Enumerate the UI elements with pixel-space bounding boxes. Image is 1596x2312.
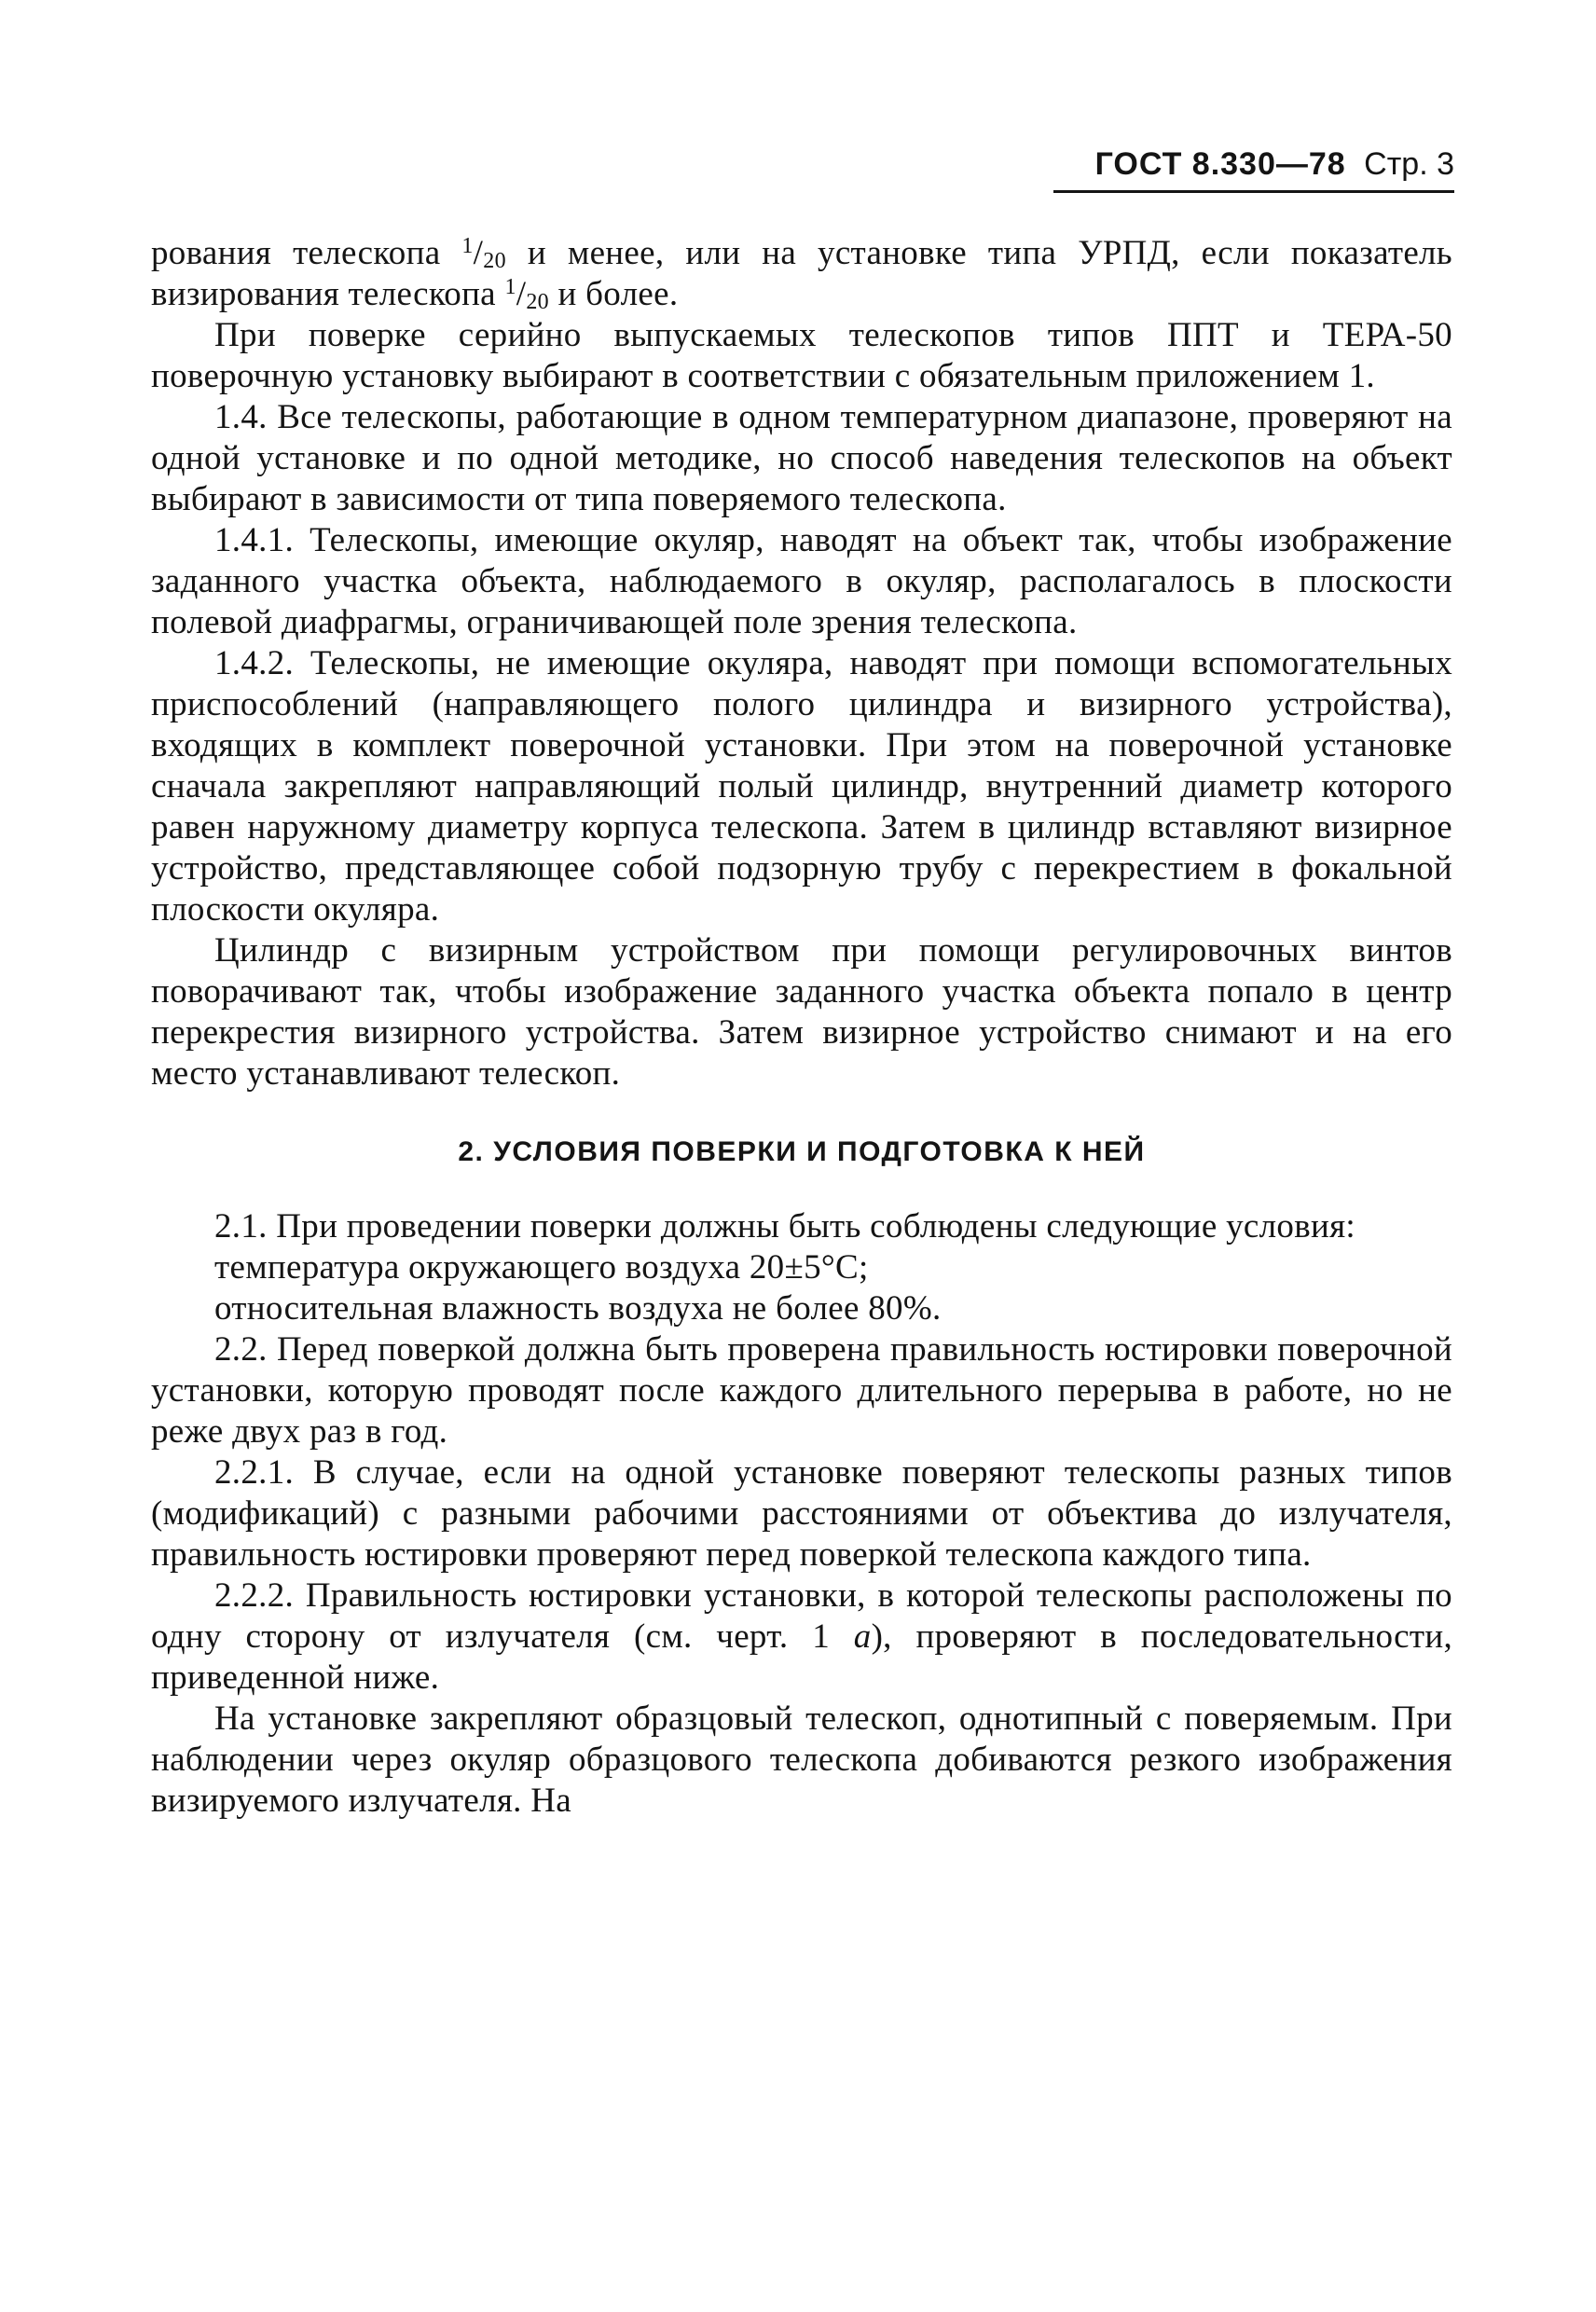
condition-temperature: температура окружающего воздуха 20±5°С; [214,1248,869,1287]
drawing-reference-letter: а [853,1617,872,1656]
page-header [1053,140,1454,193]
paragraph-2-2: 2.2. Перед поверкой должна быть проверена правильность юстировки поверочной установки, которую проводят после каждого длительного перерыва в работе, но не реже двух раз в год. [151,1330,1452,1451]
paragraph-1-4-1: 1.4.1. Телескопы, имеющие окуляр, наводят на объект так, чтобы изображение заданного участка объекта, наблюдаемого в окуляр, располагалось в плоскости полевой диафрагмы, ограничивающей поле зрения телескопа. [151,521,1452,641]
page-number: Стр. 3 [1364,146,1454,182]
condition-humidity: относительная влажность воздуха не более 80%. [214,1289,942,1328]
standard-number: ГОСТ 8.330—78 [1094,146,1346,182]
paragraph-cylinder: Цилиндр с визирным устройством при помощи регулировочных винтов поворачивают так, чтобы изображение заданного участка объекта попало в центр перекрестия визирного устройства. Затем визирное устройство снимают и на его место устанавливают телескоп. [151,931,1452,1093]
paragraph-2-2-1: 2.2.1. В случае, если на одной установке поверяют телескопы разных типов (модификаций) с разными рабочими расстояниями от объектива до излучателя, правильность юстировки проверяют перед поверкой телескопа каждого типа. [151,1453,1452,1574]
paragraph-reference-telescope: На установке закрепляют образцовый телескоп, однотипный с поверяемым. При наблюдении через окуляр образцового телескопа добиваются резкого изображения визируемого излучателя. На [151,1700,1452,1820]
section-2-heading: 2. УСЛОВИЯ ПОВЕРКИ И ПОДГОТОВКА К НЕЙ [458,1136,1146,1167]
fraction-one-twentieth: $^1/_{20}$ [461,234,506,273]
paragraph-1-4-2: 1.4.2. Телескопы, не имеющие окуляра, наводят при помощи вспомогательных приспособлений (направляющего полого цилиндра и визирного устройства), входящих в комплект поверочной установки. При этом на поверочной установке сначала закрепляют направляющий полый цилиндр, внутренний диаметр которого равен наружному диаметру корпуса телескопа. Затем в цилиндр вставляют визирное устройство, представляющее собой подзорную трубу с перекрестием в фокальной плоскости окуляра. [151,644,1452,929]
paragraph-1-4: 1.4. Все телескопы, работающие в одном температурном диапазоне, проверяют на одной установке и по одной методике, но способ наведения телескопов на объект выбирают в зависимости от типа поверяемого телескопа. [151,398,1452,518]
paragraph-serial-verification: При поверке серийно выпускаемых телескопов типов ППТ и ТЕРА-50 поверочную установку выбирают в соответствии с обязательным приложением 1. [151,316,1452,395]
fraction-one-twentieth: $^1/_{20}$ [504,275,549,314]
paragraph-2-1: 2.1. При проведении поверки должны быть соблюдены следующие условия: [214,1207,1355,1245]
paragraph-2-2-2: 2.2.2. Правильность юстировки установки, в которой телескопы расположены по одну сторону от излучателя (см. черт. 1 а), проверяют в последовательности, приведенной ниже. [151,1576,1453,1697]
page-body [151,233,1452,1822]
paragraph-continuation: рования телескопа $^1/_{20}$ и менее, или на установке типа УРПД, если показатель визирования телескопа $^1/_{20}$ и более. [151,234,1452,314]
